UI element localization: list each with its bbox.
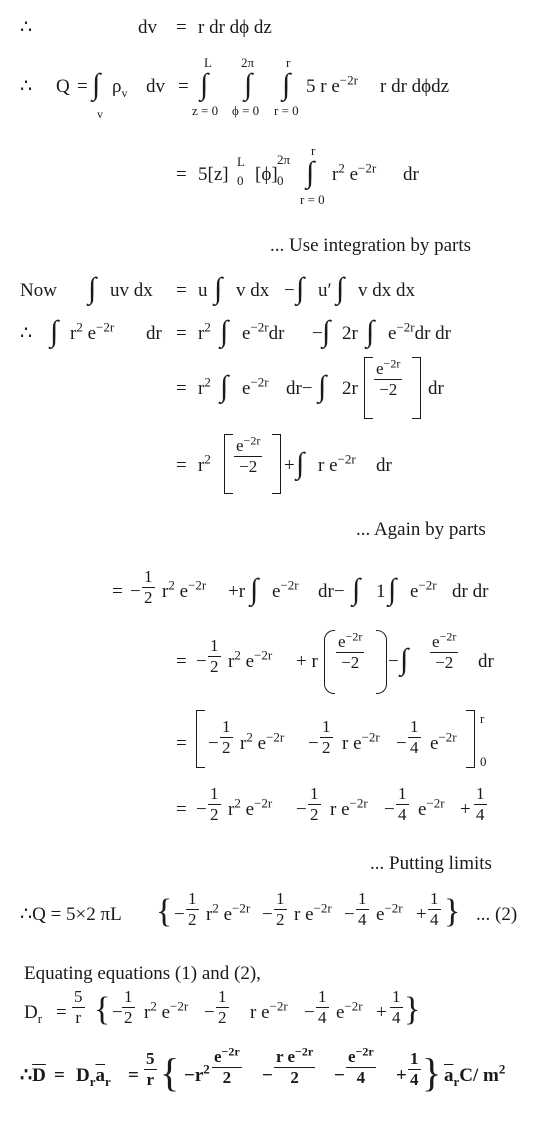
integral-sign: ∫ (306, 156, 315, 189)
integral-sign: ∫ (250, 573, 259, 606)
note-integration-by-parts: ... Use integration by parts (270, 235, 472, 256)
integral-sign: ∫ (400, 643, 409, 676)
integral-sign: ∫ (296, 447, 305, 480)
right-bracket (466, 710, 475, 768)
integral-sign: ∫ (318, 370, 327, 403)
integral-sign: ∫ (88, 272, 97, 305)
right-bracket (272, 434, 281, 494)
left-bracket (364, 357, 373, 419)
integral-sign: ∫ (366, 315, 375, 348)
left-paren (324, 630, 335, 694)
integral-sign: ∫ (282, 68, 291, 101)
text-equating: Equating equations (1) and (2), (24, 963, 261, 984)
note-again-by-parts: ... Again by parts (356, 519, 486, 540)
integral-sign: ∫ (388, 573, 397, 606)
left-bracket (224, 434, 233, 494)
integral-sign: ∫ (92, 68, 101, 101)
integral-sign: ∫ (352, 573, 361, 606)
note-putting-limits: ... Putting limits (370, 853, 492, 874)
integral-sign: ∫ (50, 315, 59, 348)
integral-sign: ∫ (200, 68, 209, 101)
integral-sign: ∫ (336, 272, 345, 305)
therefore-symbol: ∴ (20, 17, 33, 38)
integral-sign: ∫ (296, 272, 305, 305)
integral-sign: ∫ (244, 68, 253, 101)
right-bracket (412, 357, 421, 419)
integral-sign: ∫ (322, 315, 331, 348)
integral-sign: ∫ (220, 370, 229, 403)
right-paren (376, 630, 387, 694)
integral-sign: ∫ (214, 272, 223, 305)
left-bracket (196, 710, 205, 768)
integral-sign: ∫ (220, 315, 229, 348)
